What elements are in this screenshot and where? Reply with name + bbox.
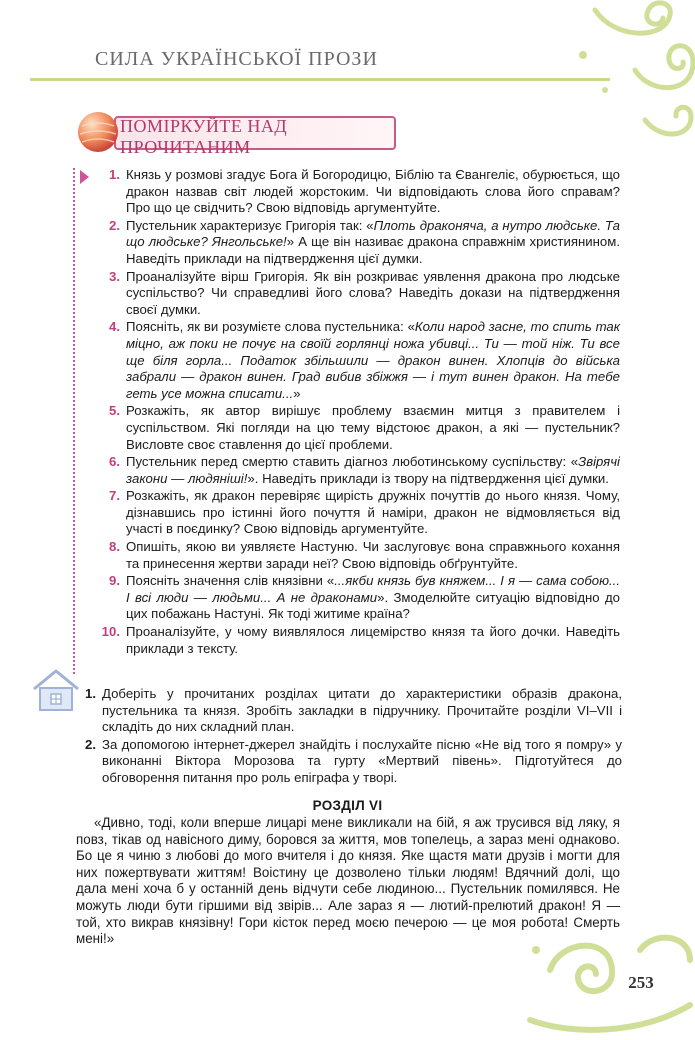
question-text: ». Наведіть приклади із твору на підтвердження цієї думки. xyxy=(247,470,609,486)
questions-arrow-icon xyxy=(80,170,89,184)
question-number: 1. xyxy=(109,167,120,182)
question-quote: ...якби князь був княжем... І я — сама собою... І всі люди — людьми... А не драконами xyxy=(126,573,620,605)
question-number: 2. xyxy=(109,217,120,233)
question-text: Розкажіть, як дракон перевіряє щирість дружніх почуттів до нього князя. Чому, дізнавшись про істинні його почуття й наміри, дракон не відмовляється від участі в поєдинку? Свою відповідь аргументуйте. xyxy=(126,488,620,537)
question-quote: Коли народ засне, то спить так міцно, аж поки не почує на своїй горлянці ножа убивці... Ти — той ніж. Ти все ще біля горла... Податок збільшили — дракон винен. Хлопців до війська забрали — дракон винен. Град вибив збіжжя — і тут винен дракон. На тебе геть усе можна списати... xyxy=(126,319,620,401)
homework-item xyxy=(80,686,622,736)
page-number: 253 xyxy=(628,973,654,992)
homework-number: 1. xyxy=(85,686,96,701)
chapter-heading: РОЗДІЛ VI xyxy=(312,798,383,813)
banner-title: ПОМІРКУЙТЕ НАД ПРОЧИТАНИМ xyxy=(120,116,288,157)
question-text: Опишіть, якою ви уявляєте Настуню. Чи заслуговує вона справжнього кохання та принесення жертви заради неї? Свою відповідь обґрунтуйте. xyxy=(126,539,620,571)
chapter-text: «Дивно, тоді, коли вперше лицарі мене викликали на бій, я аж трусився від ляку, я повз, тікав од навісного диму, боровся за життя, мов топелець, а зараз мені однаково. Бо це я чиню з любові до мого вчителя і до князя. Яке щастя мати друзів і могти для них пожертвувати життям! Воістину це дозволено тільки людям! Вдячний долі, що дала мені хоча б у останній день відчути себе людиною... Пустельник помилявся. Не можуть люди бути гіршими від звірів... Але зараз я — лютий-прелютий дракон! Я — той, хто викрав князівну! Гори кісток перед моєю печерою — це моя робота! Смерть мені!» xyxy=(76,815,620,947)
homework-text: Доберіть у прочитаних розділах цитати до характеристики образів дракона, пустельника та князя. Зробіть закладки в підручнику. Прочитайте розділи VI–VII і складіть до них складний план. xyxy=(102,686,622,735)
question-number: 3. xyxy=(109,268,120,284)
question-text: Розкажіть, як автор вирішує проблему взаємин митця з правителем і суспільством. Які погляди на цю тему відстоює дракон, а які — пустельник? Висловте своє ставлення до цієї проблеми. xyxy=(126,403,620,452)
homework-house-icon xyxy=(30,667,82,713)
question-number: 7. xyxy=(109,488,120,504)
question-item xyxy=(98,624,620,657)
question-text: Поясніть, як ви розумієте слова пустельника: « xyxy=(126,319,415,335)
question-number: 6. xyxy=(109,454,120,470)
question-number: 5. xyxy=(109,403,120,419)
homework-list xyxy=(80,686,622,788)
decorative-ball-icon xyxy=(76,110,120,154)
question-item xyxy=(98,573,620,623)
question-item xyxy=(98,454,620,487)
header-divider xyxy=(30,78,610,81)
question-item xyxy=(98,403,620,453)
question-quote: Звірячі закони — людяніші! xyxy=(126,454,620,486)
homework-item xyxy=(80,737,622,787)
question-item xyxy=(98,269,620,319)
question-item xyxy=(98,167,620,217)
running-header: СИЛА УКРАЇНСЬКОЇ ПРОЗИ xyxy=(95,48,378,70)
question-text: » А ще він називає дракона справжнім християнином. Наведіть приклади на підтвердження цієї думки. xyxy=(126,234,620,266)
question-item xyxy=(98,319,620,402)
swirl-decoration-bottom-icon xyxy=(520,910,695,1040)
questions-list xyxy=(98,167,620,658)
question-item xyxy=(98,488,620,538)
question-text: Проаналізуйте вірш Григорія. Як він розкриває уявлення дракона про людське суспільство? Чи справедливі його слова? Наведіть докази на підтвердження своєї думки. xyxy=(126,268,620,317)
question-quote: Плоть драконяча, а нутро людське. Та що людське? Янгольське! xyxy=(126,217,620,250)
homework-text: За допомогою інтернет-джерел знайдіть і послухайте пісню «Не від того я помру» у виконанні Віктора Морозова та гурту «Мертвий півень». Підготуйтеся до обговорення питання про роль епіграфа у творі. xyxy=(102,736,622,785)
question-text: Пустельник перед смертю ставить діагноз люботинському суспільству: « xyxy=(126,454,579,470)
question-item xyxy=(98,539,620,572)
question-text: Проаналізуйте, у чому виявлялося лицемірство князя та його дочки. Наведіть приклади з тексту. xyxy=(126,624,620,656)
question-number: 10. xyxy=(101,624,120,640)
question-text: Пустельник характеризує Григорія так: « xyxy=(126,217,374,233)
homework-number: 2. xyxy=(85,736,96,752)
question-item xyxy=(98,218,620,268)
section-banner xyxy=(76,110,396,156)
questions-bracket xyxy=(73,168,75,674)
question-number: 4. xyxy=(109,319,120,335)
question-text: Поясніть значення слів князівни « xyxy=(126,573,335,589)
question-text: Князь у розмові згадує Бога й Богородицю, Біблію та Євангеліє, обурюється, що дракон назвав світ людей жорстоким. Чи відповідають слова його справам? Про що це свідчить? Свою відповідь аргументуйте. xyxy=(126,167,620,216)
question-number: 9. xyxy=(109,573,120,589)
question-text: ». Змоделюйте ситуацію відповідно до цих побажань Настуні. Як тоді житиме країна? xyxy=(126,589,620,622)
swirl-decoration-top-icon xyxy=(575,0,695,150)
question-number: 8. xyxy=(109,539,120,555)
question-text: » xyxy=(293,385,301,401)
